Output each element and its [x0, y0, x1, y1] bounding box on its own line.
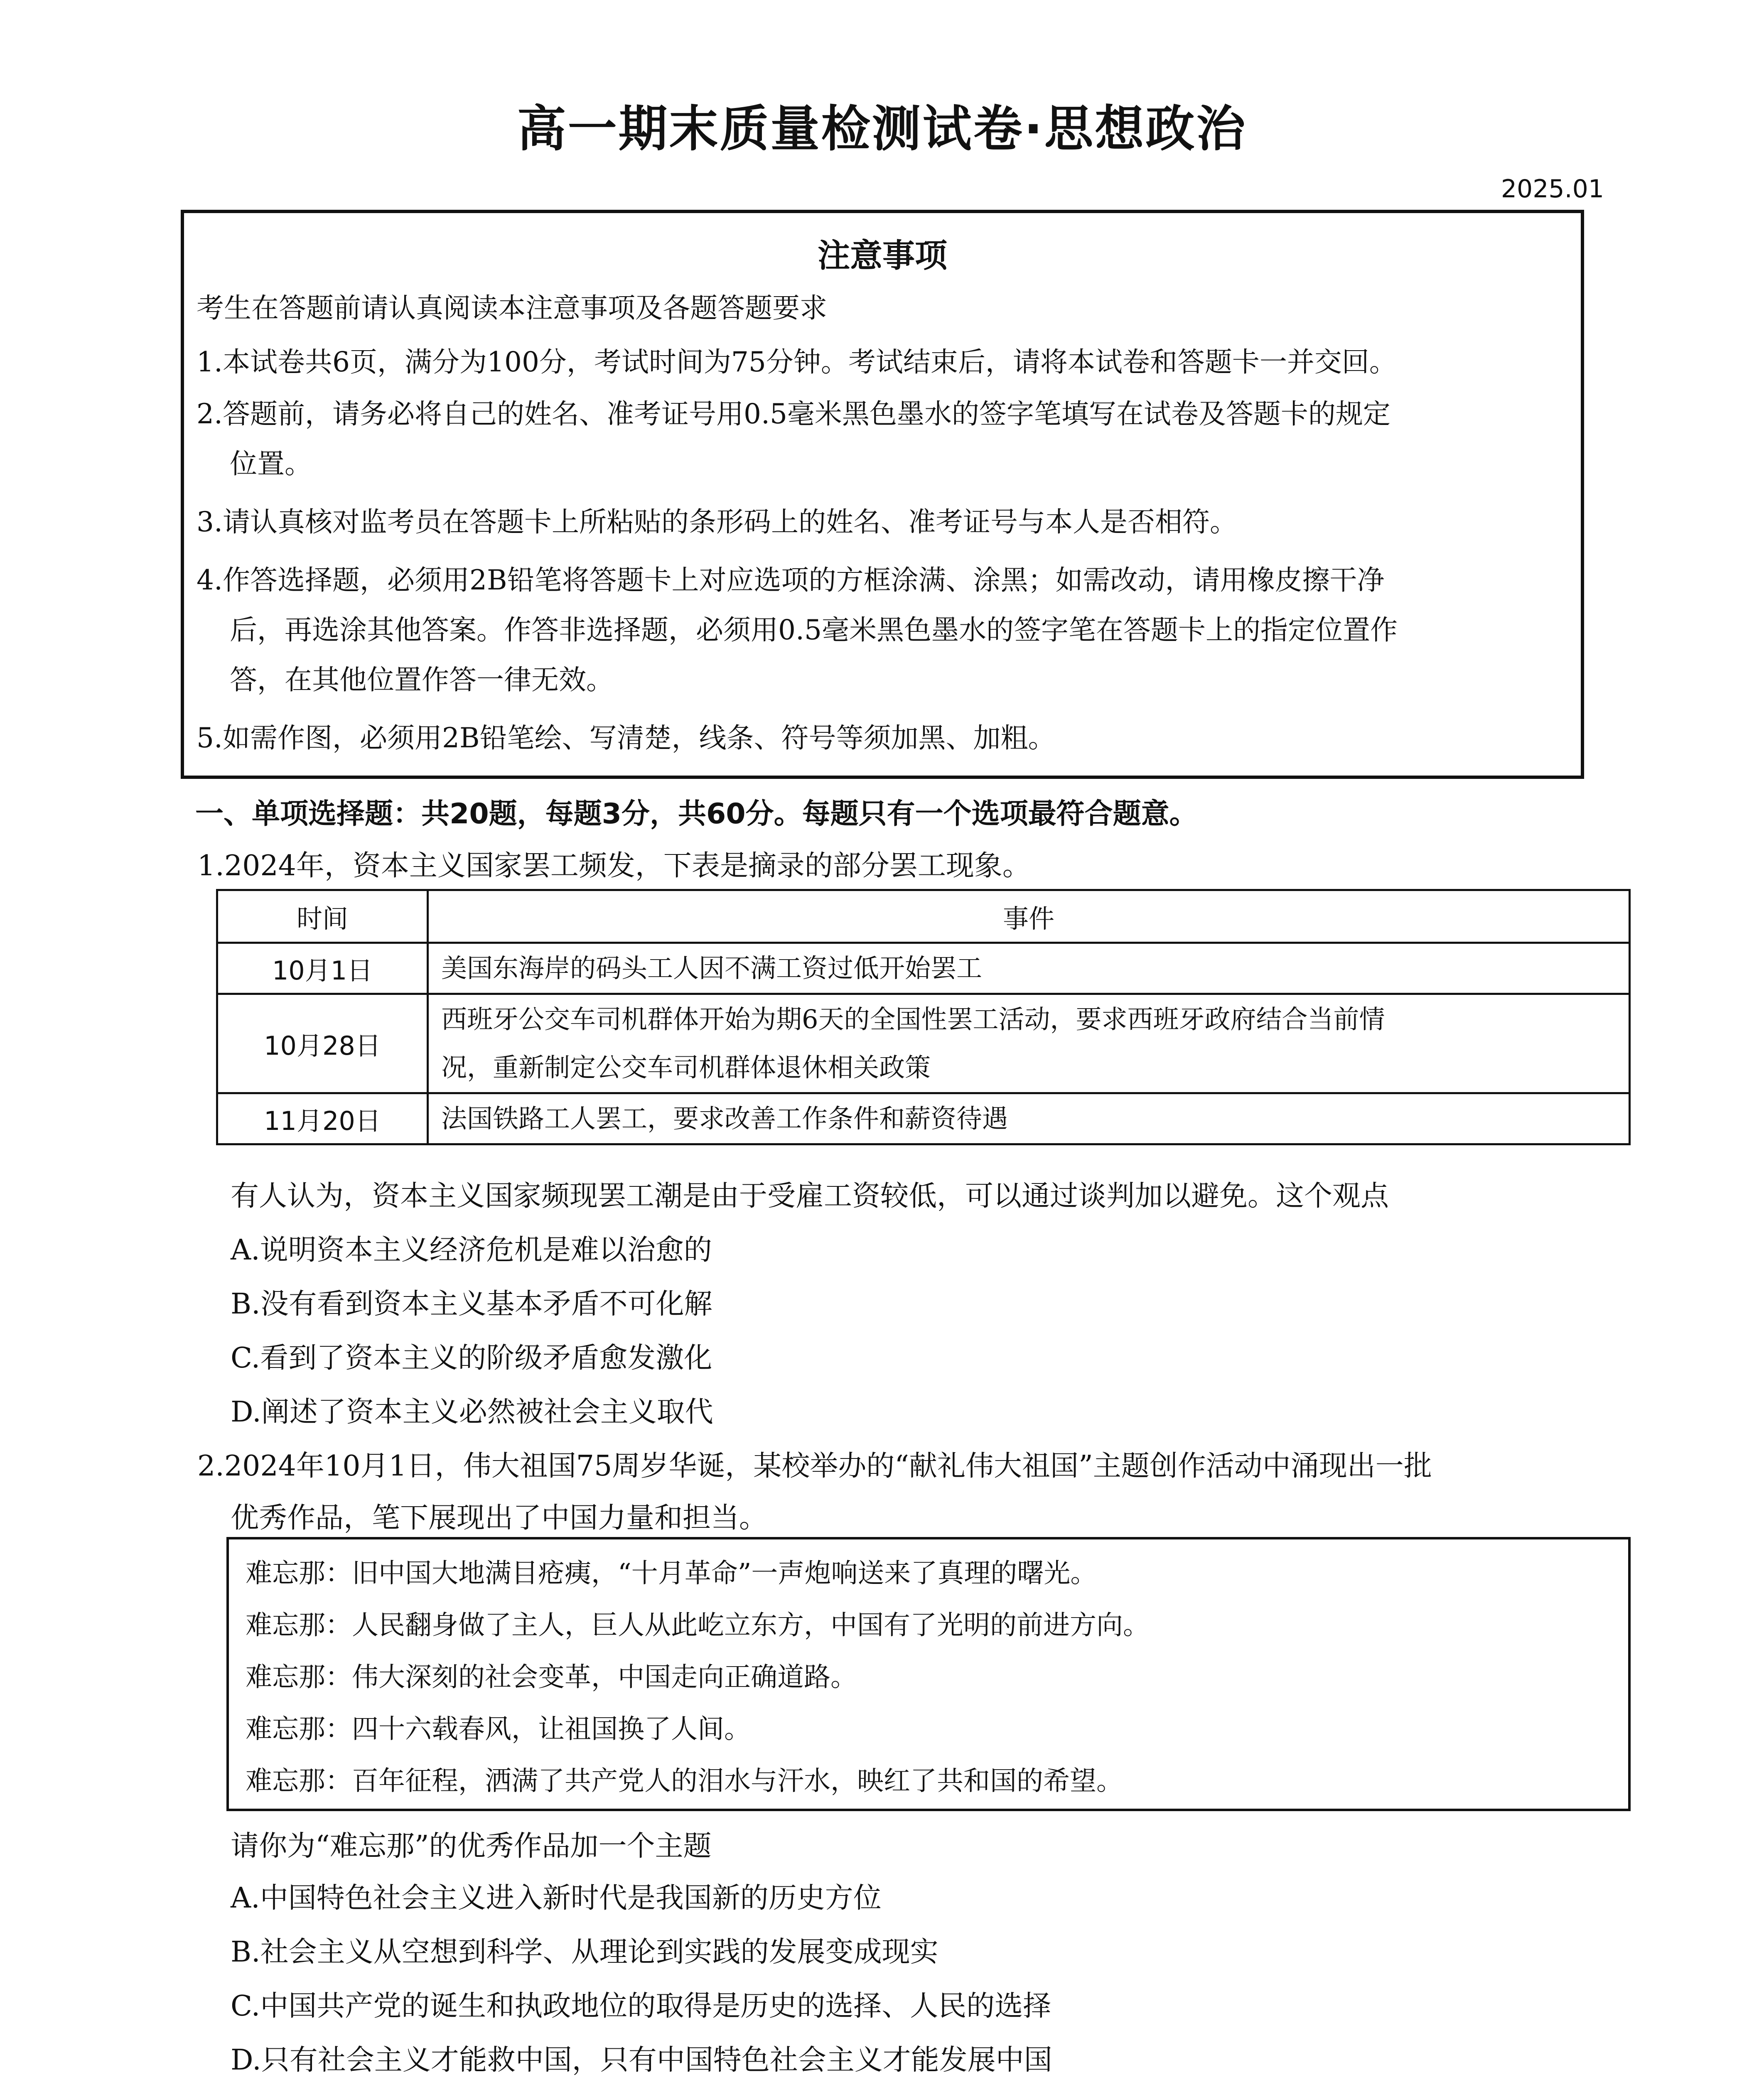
- table-cell-event: [428, 1093, 1630, 1144]
- notice-line: 3.请认真核对监考员在答题卡上所粘贴的条形码上的姓名、准考证号与本人是否相符。: [197, 506, 1237, 538]
- event-line: 法国铁路工人罢工，要求改善工作条件和薪资待遇: [441, 1103, 1008, 1134]
- poem-box: [226, 1537, 1631, 1811]
- table-cell-date: 10月28日: [217, 994, 428, 1093]
- section-heading: 一、单项选择题：共20题，每题3分，共60分。每题只有一个选项最符合题意。: [195, 798, 1198, 830]
- notice-line: 后，再选涂其他答案。作答非选择题，必须用0.5毫米黑色墨水的签字笔在答题卡上的指定位置作: [230, 614, 1398, 646]
- notice-line: 4.作答选择题，必须用2B铅笔将答题卡上对应选项的方框涂满、涂黑；如需改动，请用橡皮擦干净: [197, 564, 1385, 596]
- table-header-event: 事件: [428, 890, 1630, 943]
- question-2-stem-line: 优秀作品，笔下展现出了中国力量和担当。: [231, 1502, 768, 1534]
- notice-line: 2.答题前，请务必将自己的姓名、准考证号用0.5毫米黑色墨水的签字笔填写在试卷及答题卡的规定: [197, 398, 1391, 430]
- table-cell-date: 10月1日: [217, 943, 428, 994]
- table-cell-date: 11月20日: [217, 1093, 428, 1144]
- event-line: 西班牙公交车司机群体开始为期6天的全国性罢工活动，要求西班牙政府结合当前情: [441, 1004, 1385, 1034]
- notice-line: 考生在答题前请认真阅读本注意事项及各题答题要求: [197, 292, 827, 324]
- event-line: 美国东海岸的码头工人因不满工资过低开始罢工: [441, 953, 983, 983]
- question-1-option-b: B.没有看到资本主义基本矛盾不可化解: [231, 1288, 712, 1321]
- question-2-option-a: A.中国特色社会主义进入新时代是我国新的历史方位: [231, 1882, 882, 1915]
- notice-title: 注意事项: [817, 237, 947, 275]
- notice-line: 答，在其他位置作答一律无效。: [230, 664, 614, 696]
- poem-line: 难忘那：旧中国大地满目疮痍，“十月革命”一声炮响送来了真理的曙光。: [246, 1558, 1097, 1589]
- poem-line: 难忘那：伟大深刻的社会变革，中国走向正确道路。: [246, 1662, 857, 1693]
- question-2-prompt: 请你为“难忘那”的优秀作品加一个主题: [231, 1830, 712, 1863]
- table-header-time: 时间: [217, 890, 428, 943]
- question-2-stem-line: 2.2024年10月1日，伟大祖国75周岁华诞，某校举办的“献礼伟大祖国”主题创作活动中涌现出一批: [197, 1450, 1432, 1483]
- question-2-option-c: C.中国共产党的诞生和执政地位的取得是历史的选择、人民的选择: [231, 1990, 1052, 2023]
- question-1-prompt: 有人认为，资本主义国家频现罢工潮是由于受雇工资较低，可以通过谈判加以避免。这个观点: [231, 1180, 1389, 1213]
- page-title: 高一期末质量检测试卷·思想政治: [517, 100, 1247, 157]
- notice-line: 1.本试卷共6页，满分为100分，考试时间为75分钟。考试结束后，请将本试卷和答题卡一并交回。: [197, 346, 1397, 378]
- question-2-option-b: B.社会主义从空想到科学、从理论到实践的发展变成现实: [231, 1936, 939, 1969]
- question-1-option-c: C.看到了资本主义的阶级矛盾愈发激化: [231, 1342, 712, 1375]
- question-1-stem: 1.2024年，资本主义国家罢工频发，下表是摘录的部分罢工现象。: [197, 849, 1031, 882]
- table-row: [217, 994, 1630, 1093]
- question-1-option-d: D.阐述了资本主义必然被社会主义取代: [231, 1396, 713, 1429]
- notice-line: 位置。: [230, 448, 312, 480]
- poem-line: 难忘那：人民翻身做了主人，巨人从此屹立东方，中国有了光明的前进方向。: [246, 1610, 1150, 1641]
- poem-line: 难忘那：百年征程，洒满了共产党人的泪水与汗水，映红了共和国的希望。: [246, 1766, 1123, 1797]
- table-cell-event: [428, 994, 1630, 1093]
- exam-date: 2025.01: [1501, 174, 1604, 204]
- question-1-option-a: A.说明资本主义经济危机是难以治愈的: [231, 1234, 712, 1267]
- question-2-option-d: D.只有社会主义才能救中国，只有中国特色社会主义才能发展中国: [231, 2044, 1052, 2077]
- poem-line: 难忘那：四十六载春风，让祖国换了人间。: [246, 1714, 751, 1745]
- table-row: [217, 1093, 1630, 1144]
- table-row: [217, 943, 1630, 994]
- event-line: 况，重新制定公交车司机群体退休相关政策: [441, 1052, 931, 1083]
- table-cell-event: [428, 943, 1630, 994]
- strike-table: [216, 889, 1631, 1145]
- notice-line: 5.如需作图，必须用2B铅笔绘、写清楚，线条、符号等须加黑、加粗。: [197, 722, 1056, 754]
- notice-box: [181, 210, 1584, 779]
